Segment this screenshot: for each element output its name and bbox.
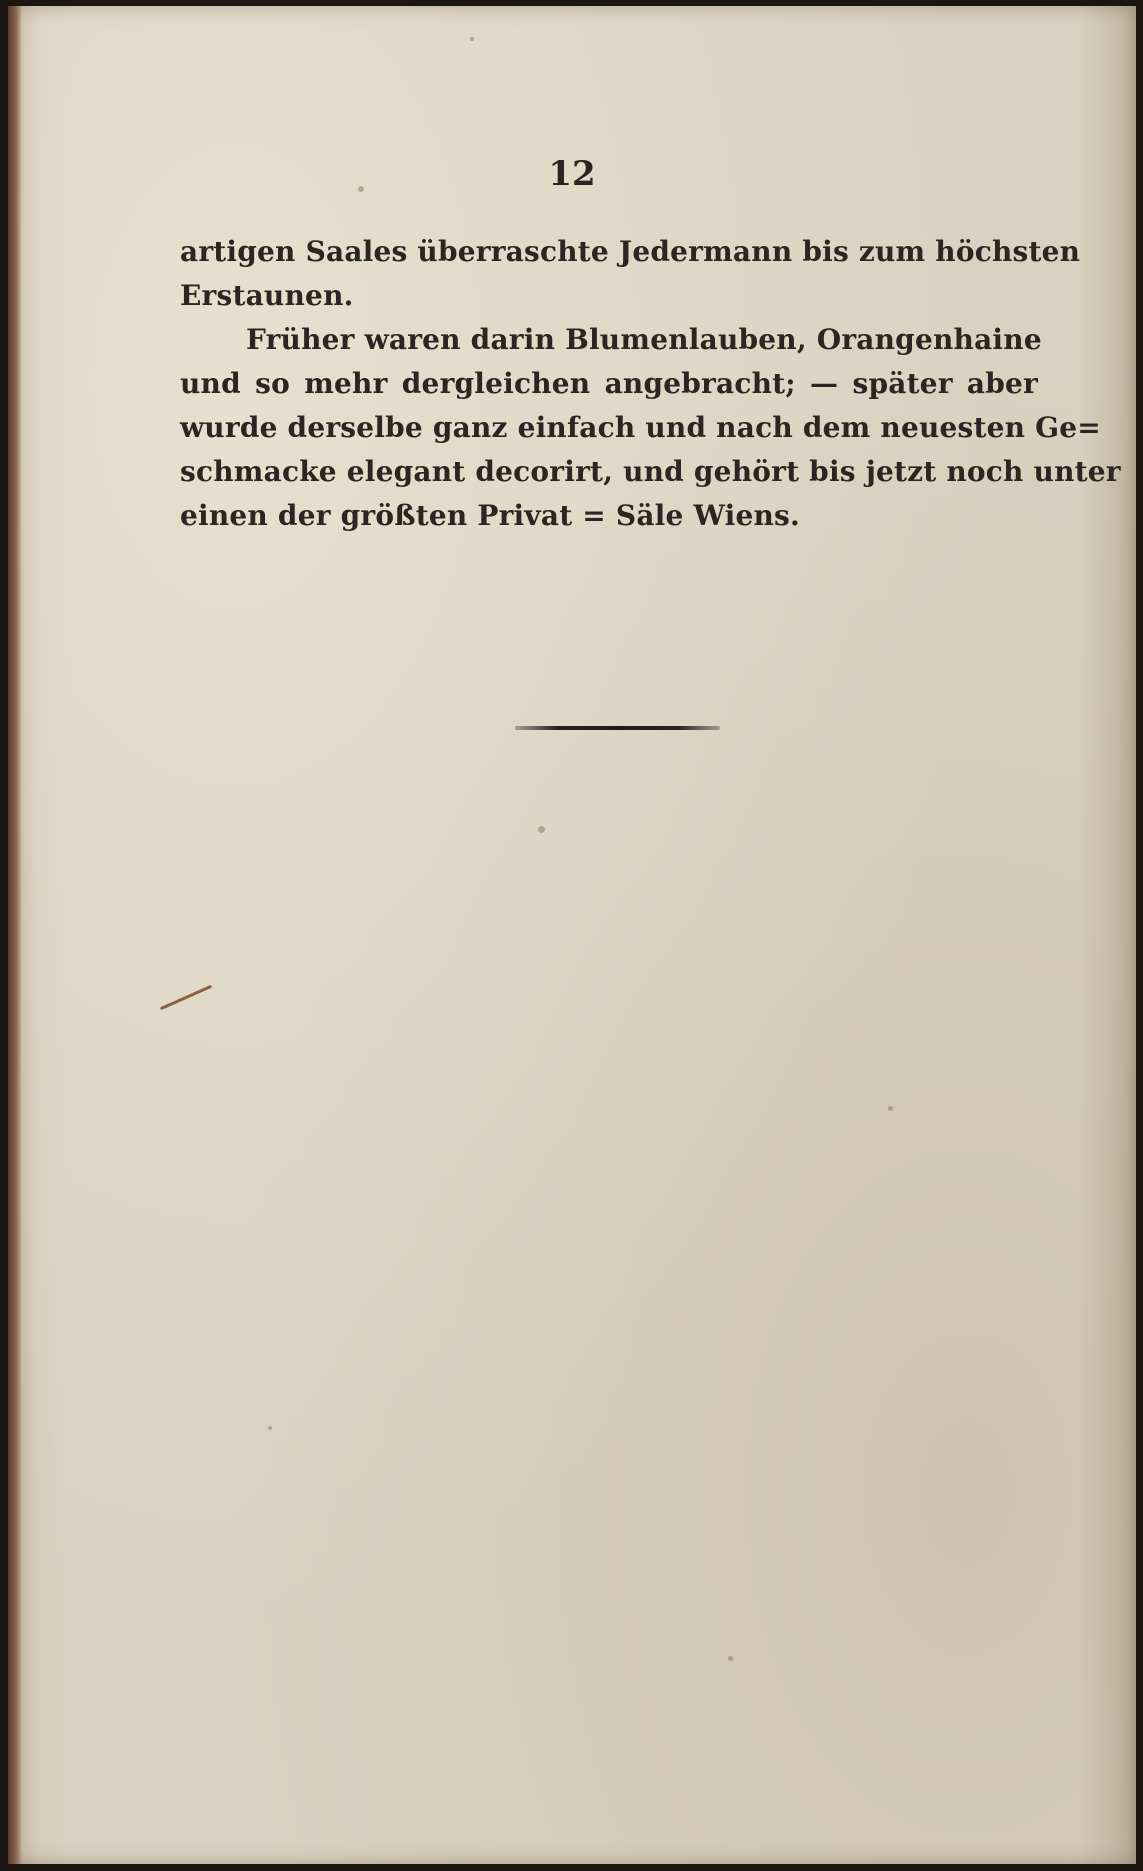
section-divider-rule <box>515 726 720 730</box>
paper-speck <box>358 186 364 192</box>
paper-speck <box>268 1426 272 1430</box>
text-line: Erstaunen. <box>180 279 354 312</box>
page-spine-shadow <box>8 6 22 1864</box>
paper-speck <box>728 1656 733 1661</box>
body-text <box>180 230 1121 538</box>
text-line: und so mehr dergleichen angebracht; — später aber <box>180 367 1038 400</box>
paper-speck <box>538 826 545 833</box>
text-line: artigen Saales überraschte Jedermann bis zum höchsten <box>180 235 1081 268</box>
paper-speck <box>470 37 474 41</box>
text-line: einen der größten Privat = Säle Wiens. <box>180 499 800 532</box>
paper-stain-mark <box>160 985 212 1011</box>
text-line: wurde derselbe ganz einfach und nach dem neuesten Ge= <box>180 411 1101 444</box>
paper-speck <box>888 1106 893 1111</box>
text-line: Früher waren darin Blumenlauben, Orangenhaine <box>246 323 1042 356</box>
text-line: schmacke elegant decorirt, und gehört bis jetzt noch unter <box>180 455 1121 488</box>
book-page <box>8 6 1136 1864</box>
page-number: 12 <box>548 154 596 194</box>
